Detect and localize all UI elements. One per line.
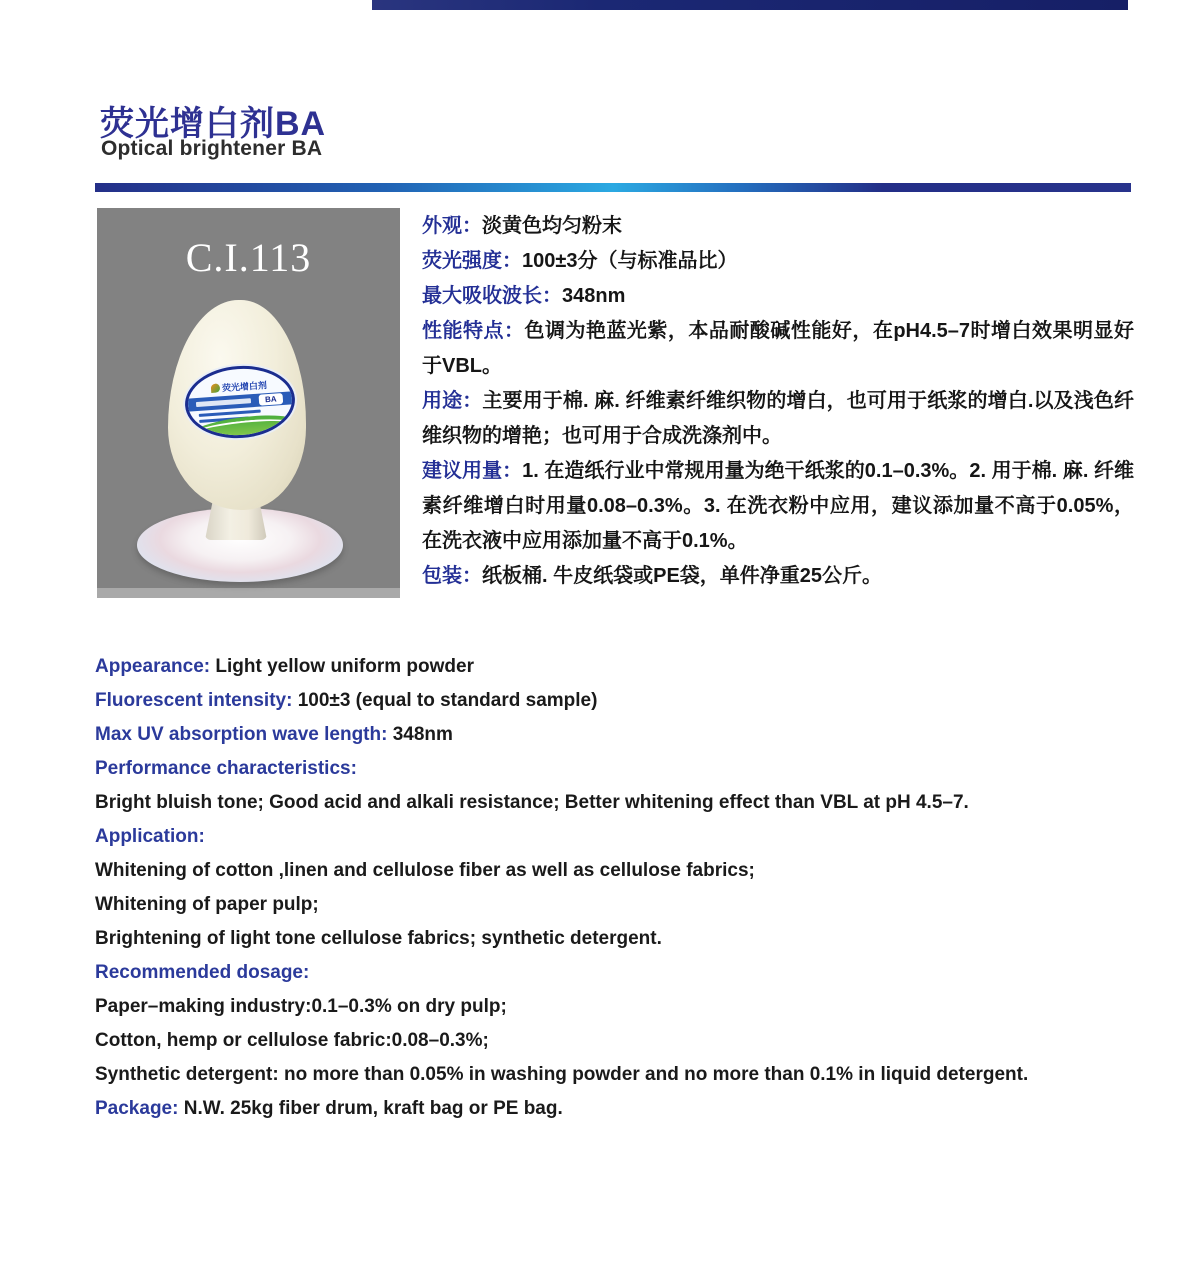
spec-row-dosage-1-en xyxy=(95,990,1110,1024)
spec-row-performance-en xyxy=(95,786,1110,820)
spec-value: 主要用于棉. 麻. 纤维素纤维织物的增白，也可用于纸浆的增白.以及浅色纤维织物的增艳；也可用于合成洗涤剂中。 xyxy=(422,390,1134,447)
spec-row-fluorescence-zh xyxy=(422,244,1134,279)
spec-heading-performance-en xyxy=(95,752,1110,786)
spec-row-wavelength-en xyxy=(95,718,1110,752)
spec-value: Cotton, hemp or cellulose fabric:0.08–0.3%; xyxy=(95,1030,489,1051)
spec-label: Appearance: xyxy=(95,656,211,677)
spec-heading-application-en xyxy=(95,820,1110,854)
spec-row-wavelength-zh xyxy=(422,279,1134,314)
spec-label: Performance characteristics: xyxy=(95,758,357,779)
spec-label: 建议用量： xyxy=(422,460,523,482)
brand-logo-icon xyxy=(211,384,221,394)
chinese-spec-list xyxy=(422,209,1134,594)
spec-label: Fluorescent intensity: xyxy=(95,690,293,711)
spec-row-appearance-zh xyxy=(422,209,1134,244)
spec-value: 100±3分（与标准品比） xyxy=(522,250,738,272)
spec-row-package-zh xyxy=(422,559,1134,594)
spec-row-application-zh xyxy=(422,384,1134,454)
top-decorative-bar xyxy=(372,0,1128,10)
spec-value: Bright bluish tone; Good acid and alkali resistance; Better whitening effect than VBL at pH 4.5–7. xyxy=(95,792,969,813)
spec-row-application-3-en xyxy=(95,922,1110,956)
spec-value: 淡黄色均匀粉末 xyxy=(482,215,622,237)
spec-value: Whitening of cotton ,linen and cellulose fiber as well as cellulose fabrics; xyxy=(95,860,755,881)
spec-heading-dosage-en xyxy=(95,956,1110,990)
label-fineprint-line xyxy=(196,398,251,407)
spec-value: 348nm xyxy=(387,724,453,745)
spec-label: 最大吸收波长： xyxy=(422,285,562,307)
spec-row-package-en xyxy=(95,1092,1110,1126)
spec-label: Max UV absorption wave length: xyxy=(95,724,388,745)
spec-label: 用途： xyxy=(422,390,483,412)
label-brand-text: 荧光增白剂 xyxy=(221,380,268,394)
page-title: 荧光增白剂BA xyxy=(100,105,327,143)
spec-value: 348nm xyxy=(562,285,626,307)
spec-label: Package: xyxy=(95,1098,179,1119)
spec-label: 外观： xyxy=(422,215,482,237)
spec-label: Application: xyxy=(95,826,205,847)
spec-value: Paper–making industry:0.1–0.3% on dry pulp; xyxy=(95,996,507,1017)
spec-label: 性能特点： xyxy=(422,320,525,342)
spec-row-fluorescence-en xyxy=(95,684,1110,718)
spec-value: N.W. 25kg fiber drum, kraft bag or PE bag. xyxy=(178,1098,563,1119)
photo-floor xyxy=(97,588,400,598)
spec-label: Recommended dosage: xyxy=(95,962,310,983)
spec-value: 1. 在造纸行业中常规用量为绝干纸浆的0.1–0.3%。2. 用于棉. 麻. 纤维素纤维增白时用量0.08–0.3%。3. 在洗衣粉中应用，建议添加量不高于0.05%，在洗衣液中应用添加量不高于0.1%。 xyxy=(422,460,1134,552)
spec-value: 100±3 (equal to standard sample) xyxy=(292,690,598,711)
spec-value: Light yellow uniform powder xyxy=(210,656,474,677)
spec-value: 色调为艳蓝光紫，本品耐酸碱性能好，在pH4.5–7时增白效果明显好于VBL。 xyxy=(422,320,1134,377)
spec-value: Whitening of paper pulp; xyxy=(95,894,319,915)
spec-label: 荧光强度： xyxy=(422,250,522,272)
spec-row-dosage-3-en xyxy=(95,1058,1110,1092)
gradient-divider xyxy=(95,183,1131,192)
spec-row-performance-zh xyxy=(422,314,1134,384)
spec-label: 包装： xyxy=(422,565,482,587)
spec-row-appearance-en xyxy=(95,650,1110,684)
spec-value: 纸板桶. 牛皮纸袋或PE袋，单件净重25公斤。 xyxy=(482,565,883,587)
spec-row-dosage-2-en xyxy=(95,1024,1110,1058)
english-spec-list xyxy=(95,650,1110,1126)
label-ba-badge: BA xyxy=(259,393,284,406)
page-subtitle: Optical brightener BA xyxy=(101,137,323,160)
product-image-box xyxy=(97,208,400,598)
spec-value: Brightening of light tone cellulose fabrics; synthetic detergent. xyxy=(95,928,662,949)
spec-row-application-2-en xyxy=(95,888,1110,922)
spec-row-dosage-zh xyxy=(422,454,1134,559)
spec-row-application-1-en xyxy=(95,854,1110,888)
product-code: C.I.113 xyxy=(185,235,312,280)
spec-value: Synthetic detergent: no more than 0.05% in washing powder and no more than 0.1% in liquid detergent. xyxy=(95,1064,1029,1085)
